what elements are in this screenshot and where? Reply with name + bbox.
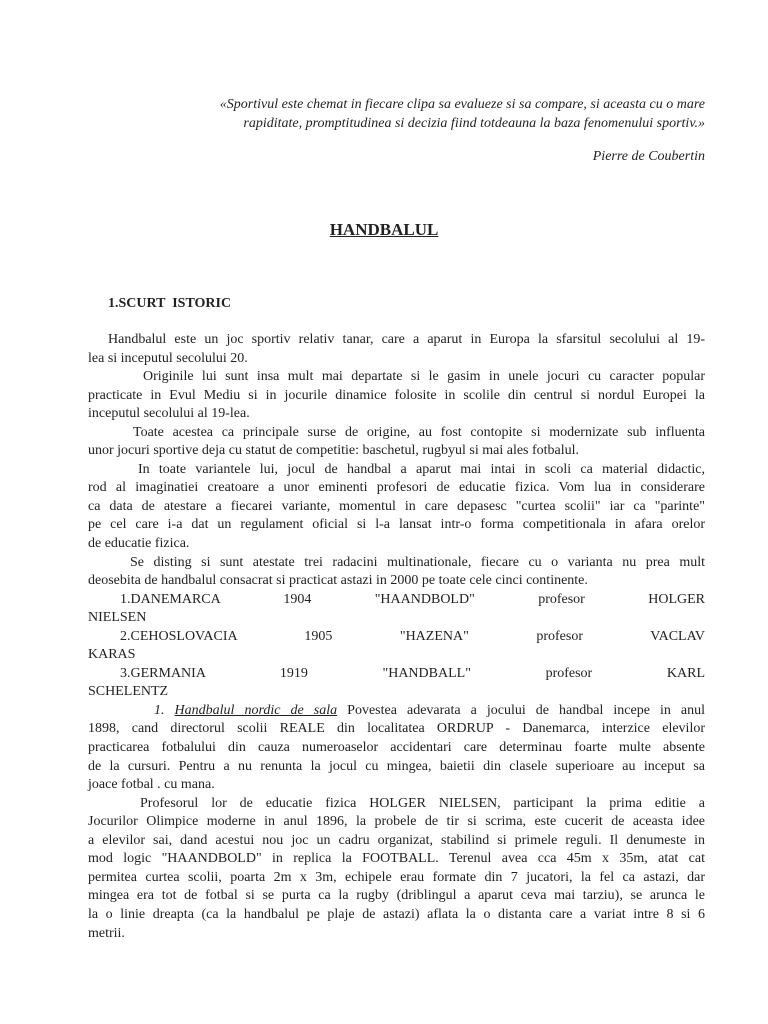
quote-line: rapiditate, promptitudinea si decizia fiind totdeauna la baza fenomenului sportiv.» xyxy=(243,115,705,131)
text-line: NIELSEN xyxy=(88,610,147,626)
document-body xyxy=(88,331,705,943)
paragraph xyxy=(88,554,705,591)
text-line: de educatie fizica. xyxy=(88,536,190,552)
text-line: joace fotbal . cu mana. xyxy=(88,777,215,793)
text-line: SCHELENTZ xyxy=(88,684,169,700)
paragraph xyxy=(88,591,705,628)
text-line: deosebita de handbalul consacrat si practicat astazi in 2000 pe toate cele cinci continente. xyxy=(88,573,588,589)
text-line: de la cursuri. Pentru a nu renunta la jocul cu mingea, baietii din clasele superioare au inceput sa xyxy=(88,758,705,774)
text-line: lea si inceputul secolului 20. xyxy=(88,350,248,366)
text-line: 3.GERMANIA 1919 "HANDBALL" profesor KARL xyxy=(120,665,705,681)
section-heading: 1.SCURT ISTORIC xyxy=(108,296,232,311)
text-line: mingea era tot de fotbal si se purta ca la rugby (driblingul a aparut ceva mai tarziu), se arunca le xyxy=(88,888,705,904)
paragraph xyxy=(88,665,705,702)
text-line: Jocurilor Olimpice moderne in anul 1896, la probele de tir si scrima, este cucerit de aceasta idee xyxy=(88,814,705,830)
text-line: la o linie dreapta (ca la handbalul pe plaje de astazi) aflata la o distanta care a variat intre 8 si 6 xyxy=(88,906,705,922)
text-line: KARAS xyxy=(88,647,136,663)
text-line: mod logic "HAANDBOLD" in replica la FOOTBALL. Terenul avea cca 45m x 35m, atat cat xyxy=(88,851,705,867)
text-line: inceputul secolului al 19-lea. xyxy=(88,406,250,422)
subsection-title xyxy=(154,703,337,718)
quote-author: Pierre de Coubertin xyxy=(592,149,705,164)
line-text: Povestea adevarata a jocului de handbal incepe in anul xyxy=(337,702,706,718)
text-line: 1898, cand directorul scolii REALE din localitatea ORDRUP - Danemarca, interzice elevilor xyxy=(88,721,705,737)
paragraph xyxy=(88,461,705,554)
paragraph xyxy=(88,702,705,795)
text-line: a elevilor sai, dand acestui nou joc un cadru organizat, stabilind si primele reguli. Il denumeste in xyxy=(88,832,705,848)
text-line: metrii. xyxy=(88,925,125,941)
text-line: pe cel care i-a dat un regulament oficial si l-a lansat intr-o forma competitionala in afara orelor xyxy=(88,517,705,533)
text-line: rod al imaginatiei creatoare a unor eminenti profesori de educatie fizica. Vom lua in considerare xyxy=(88,480,705,496)
paragraph xyxy=(88,795,705,943)
subsection-title-text: Handbalul nordic de sala xyxy=(174,702,338,718)
quote-line: «Sportivul este chemat in fiecare clipa sa evalueze si sa compare, si aceasta cu o mare xyxy=(219,97,705,112)
paragraph xyxy=(88,628,705,665)
text-line: 1.DANEMARCA 1904 "HAANDBOLD" profesor HOLGER xyxy=(120,591,705,607)
text-line: Se disting si sunt atestate trei radacini multinationale, fiecare cu o varianta nu prea mult xyxy=(130,554,705,570)
text-line: permitea curtea scolii, poarta 2m x 3m, echipele erau formate din 7 jucatori, la fel ca astazi, dar xyxy=(88,869,705,885)
subsection-number: 1. xyxy=(154,702,165,718)
paragraph xyxy=(88,368,705,424)
text-line: practicarea fotbalului din cauza numeroaselor accidentari care determinau foarte multe absente xyxy=(88,740,705,756)
text-line: ca data de atestare a fiecarei variante, momentul in care depasesc "curtea scolii" iar ca "parinte" xyxy=(88,498,705,514)
text-line: unor jocuri sportive deja cu statut de competitie: baschetul, rugbyul si mai ales fotbalul. xyxy=(88,443,580,459)
text-line: 2.CEHOSLOVACIA 1905 "HAZENA" profesor VACLAV xyxy=(120,628,705,644)
text-line: Toate acestea ca principale surse de origine, au fost contopite si modernizate sub influenta xyxy=(133,424,705,440)
text-line: Originile lui sunt insa mult mai departate si le gasim in unele jocuri cu caracter popular xyxy=(143,369,705,385)
text-line: Profesorul lor de educatie fizica HOLGER NIELSEN, participant la prima editie a xyxy=(140,795,705,811)
paragraph xyxy=(88,331,705,368)
epigraph-quote xyxy=(220,96,705,133)
page-title: HANDBALUL xyxy=(329,220,439,239)
text-line: practicate in Evul Mediu si in jocurile dinamice folosite in scolile din centrul si nordul Europei la xyxy=(88,387,705,403)
text-line: Handbalul este un joc sportiv relativ tanar, care a aparut in Europa la sfarsitul secolului al 19- xyxy=(108,332,705,347)
text-line xyxy=(88,702,705,721)
text-line: In toate variantele lui, jocul de handbal a aparut mai intai in scoli ca material didactic, xyxy=(138,461,705,477)
paragraph xyxy=(88,424,705,461)
